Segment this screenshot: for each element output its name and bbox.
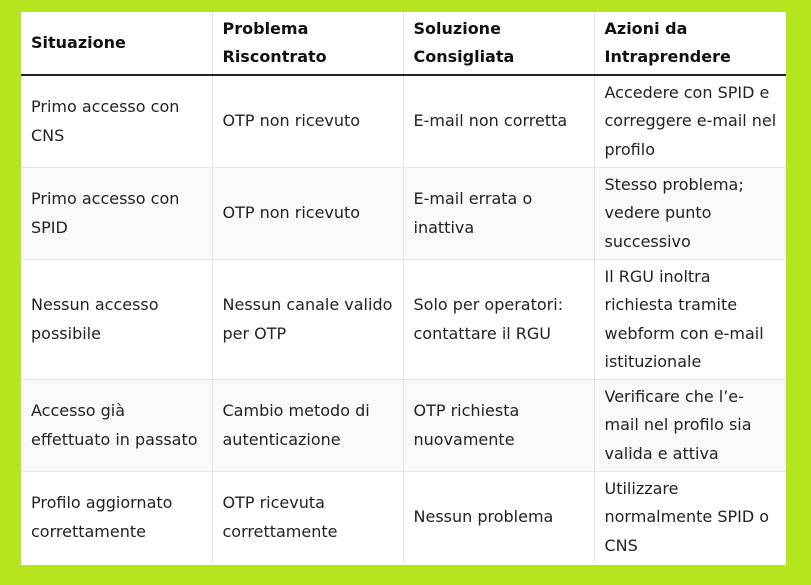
header-soluzione: Soluzione Consigliata <box>403 12 594 75</box>
header-problema: Problema Riscontrato <box>212 12 403 75</box>
table-row <box>21 380 786 472</box>
header-row <box>21 12 786 75</box>
cell-situazione: Primo accesso con SPID <box>21 168 212 260</box>
table-row <box>21 260 786 380</box>
cell-problema: OTP non ricevuto <box>212 168 403 260</box>
cell-soluzione: E-mail non corretta <box>403 75 594 168</box>
cell-soluzione: Solo per operatori: contattare il RGU <box>403 260 594 380</box>
cell-problema: OTP non ricevuto <box>212 75 403 168</box>
cell-situazione: Profilo aggiornato correttamente <box>21 472 212 564</box>
table-container <box>21 12 786 565</box>
cell-azioni: Verificare che l’e-mail nel profilo sia valida e attiva <box>594 380 786 472</box>
cell-azioni: Utilizzare normalmente SPID o CNS <box>604 478 770 555</box>
otp-troubleshooting-table <box>21 12 786 563</box>
cell-situazione: Accesso già effettuato in passato <box>21 380 212 472</box>
cell-problema: OTP ricevuta correttamente <box>212 472 403 564</box>
cell-problema: Cambio metodo di autenticazione <box>212 380 403 472</box>
header-situazione: Situazione <box>21 12 212 75</box>
cell-azioni: Stesso problema; vedere punto successivo <box>594 168 786 260</box>
cell-azioni: Il RGU inoltra richiesta tramite webform con e-mail istituzionale <box>594 260 786 380</box>
table-row <box>21 75 786 168</box>
cell-situazione: Primo accesso con CNS <box>21 75 212 168</box>
cell-soluzione: E-mail errata o inattiva <box>403 168 594 260</box>
cell-soluzione: Nessun problema <box>403 472 594 564</box>
header-azioni: Azioni da Intraprendere <box>594 12 786 75</box>
cell-problema: Nessun canale valido per OTP <box>212 260 403 380</box>
cell-soluzione: OTP richiesta nuovamente <box>403 380 594 472</box>
cell-azioni: Accedere con SPID e correggere e-mail nel profilo <box>594 75 786 168</box>
cell-situazione: Nessun accesso possibile <box>21 260 212 380</box>
table-row <box>21 472 786 564</box>
table-row <box>21 168 786 260</box>
